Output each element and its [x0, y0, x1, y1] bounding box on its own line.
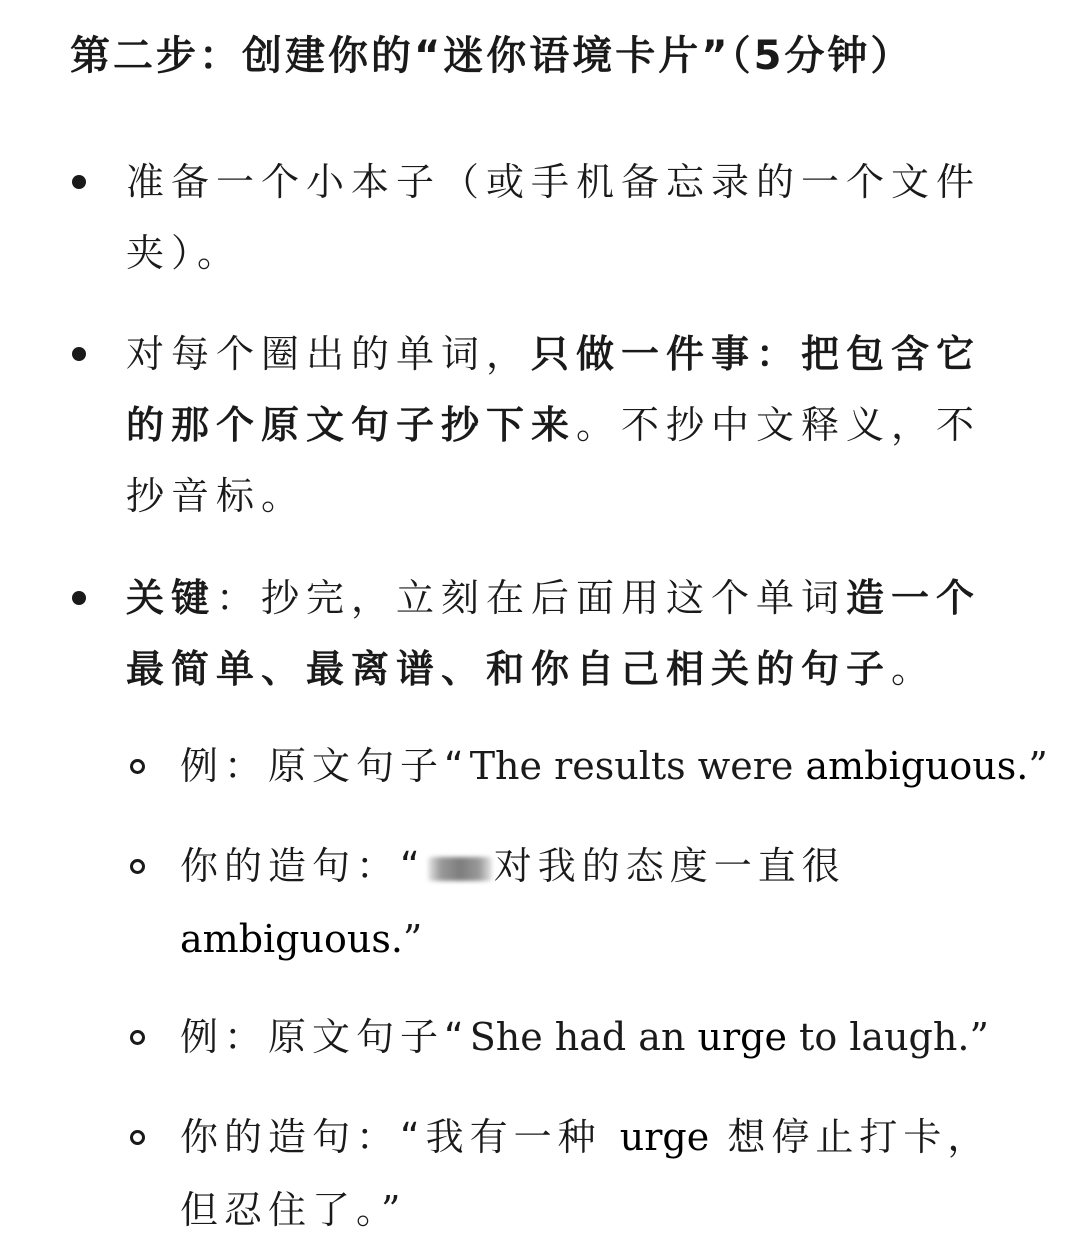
- sub-bullet-ring-icon: [130, 1030, 145, 1045]
- bullet-item-prepare-notebook: [126, 147, 1016, 289]
- bullet-key-label: 关键: [126, 576, 217, 620]
- example-keyword: urge: [619, 1115, 710, 1159]
- bullet-item-key-make-sentence: [126, 563, 1016, 705]
- example-text: 对我的态度一直很: [493, 844, 846, 888]
- example-prefix: 你的造句：“: [180, 844, 426, 888]
- example-closing-quote: ”: [381, 1188, 401, 1232]
- bullet-tail-text: 。不抄中文释义，不抄音标。: [126, 403, 982, 518]
- redacted-name-blur: [428, 857, 492, 881]
- bullet-end-text: 。: [891, 647, 937, 691]
- bullet-item-copy-sentence: [126, 319, 1016, 532]
- bullet-bold-emphasis: 造一个最简单、最离谱、和你自己相关的句子: [126, 576, 982, 691]
- example-english-before: She had an: [469, 1015, 698, 1059]
- example-prefix: 例：原文句子“: [180, 1015, 470, 1059]
- example-original-sentence-1: [180, 730, 1048, 803]
- example-english-after: to laugh.: [786, 1015, 970, 1059]
- bullet-dot-icon: [72, 347, 86, 361]
- example-prefix: 例：原文句子“: [180, 744, 470, 788]
- example-closing-quote: ”: [1028, 744, 1048, 788]
- sub-bullet-ring-icon: [130, 759, 145, 774]
- example-closing-quote: ”: [969, 1015, 989, 1059]
- example-keyword: ambiguous.: [180, 917, 403, 961]
- bullet-lead-text: 对每个圈出的单词，: [126, 332, 532, 376]
- bullet-dot-icon: [72, 175, 86, 189]
- example-your-sentence-1: [180, 830, 940, 976]
- example-english: The results were: [469, 744, 806, 788]
- bullet-middle-text: ：抄完，立刻在后面用这个单词: [216, 576, 847, 620]
- example-original-sentence-2: [180, 1001, 1020, 1074]
- example-prefix: 你的造句：“我有一种: [180, 1115, 620, 1159]
- example-keyword: urge: [697, 1015, 787, 1059]
- example-closing-quote: ”: [402, 917, 423, 961]
- sub-bullet-ring-icon: [130, 859, 145, 874]
- example-keyword: ambiguous.: [805, 744, 1029, 788]
- example-suffix: 想停止打卡，但忍住了。: [180, 1115, 992, 1232]
- bullet-bold-instruction: 只做一件事：把包含它的那个原文句子抄下来: [126, 332, 982, 447]
- step-heading: 第二步：创建你的“迷你语境卡片”（5分钟）: [70, 33, 914, 79]
- bullet-dot-icon: [72, 591, 86, 605]
- bullet-text: 准备一个小本子（或手机备忘录的一个文件夹）。: [126, 160, 982, 275]
- sub-bullet-ring-icon: [130, 1130, 145, 1145]
- example-your-sentence-2: [180, 1101, 1020, 1247]
